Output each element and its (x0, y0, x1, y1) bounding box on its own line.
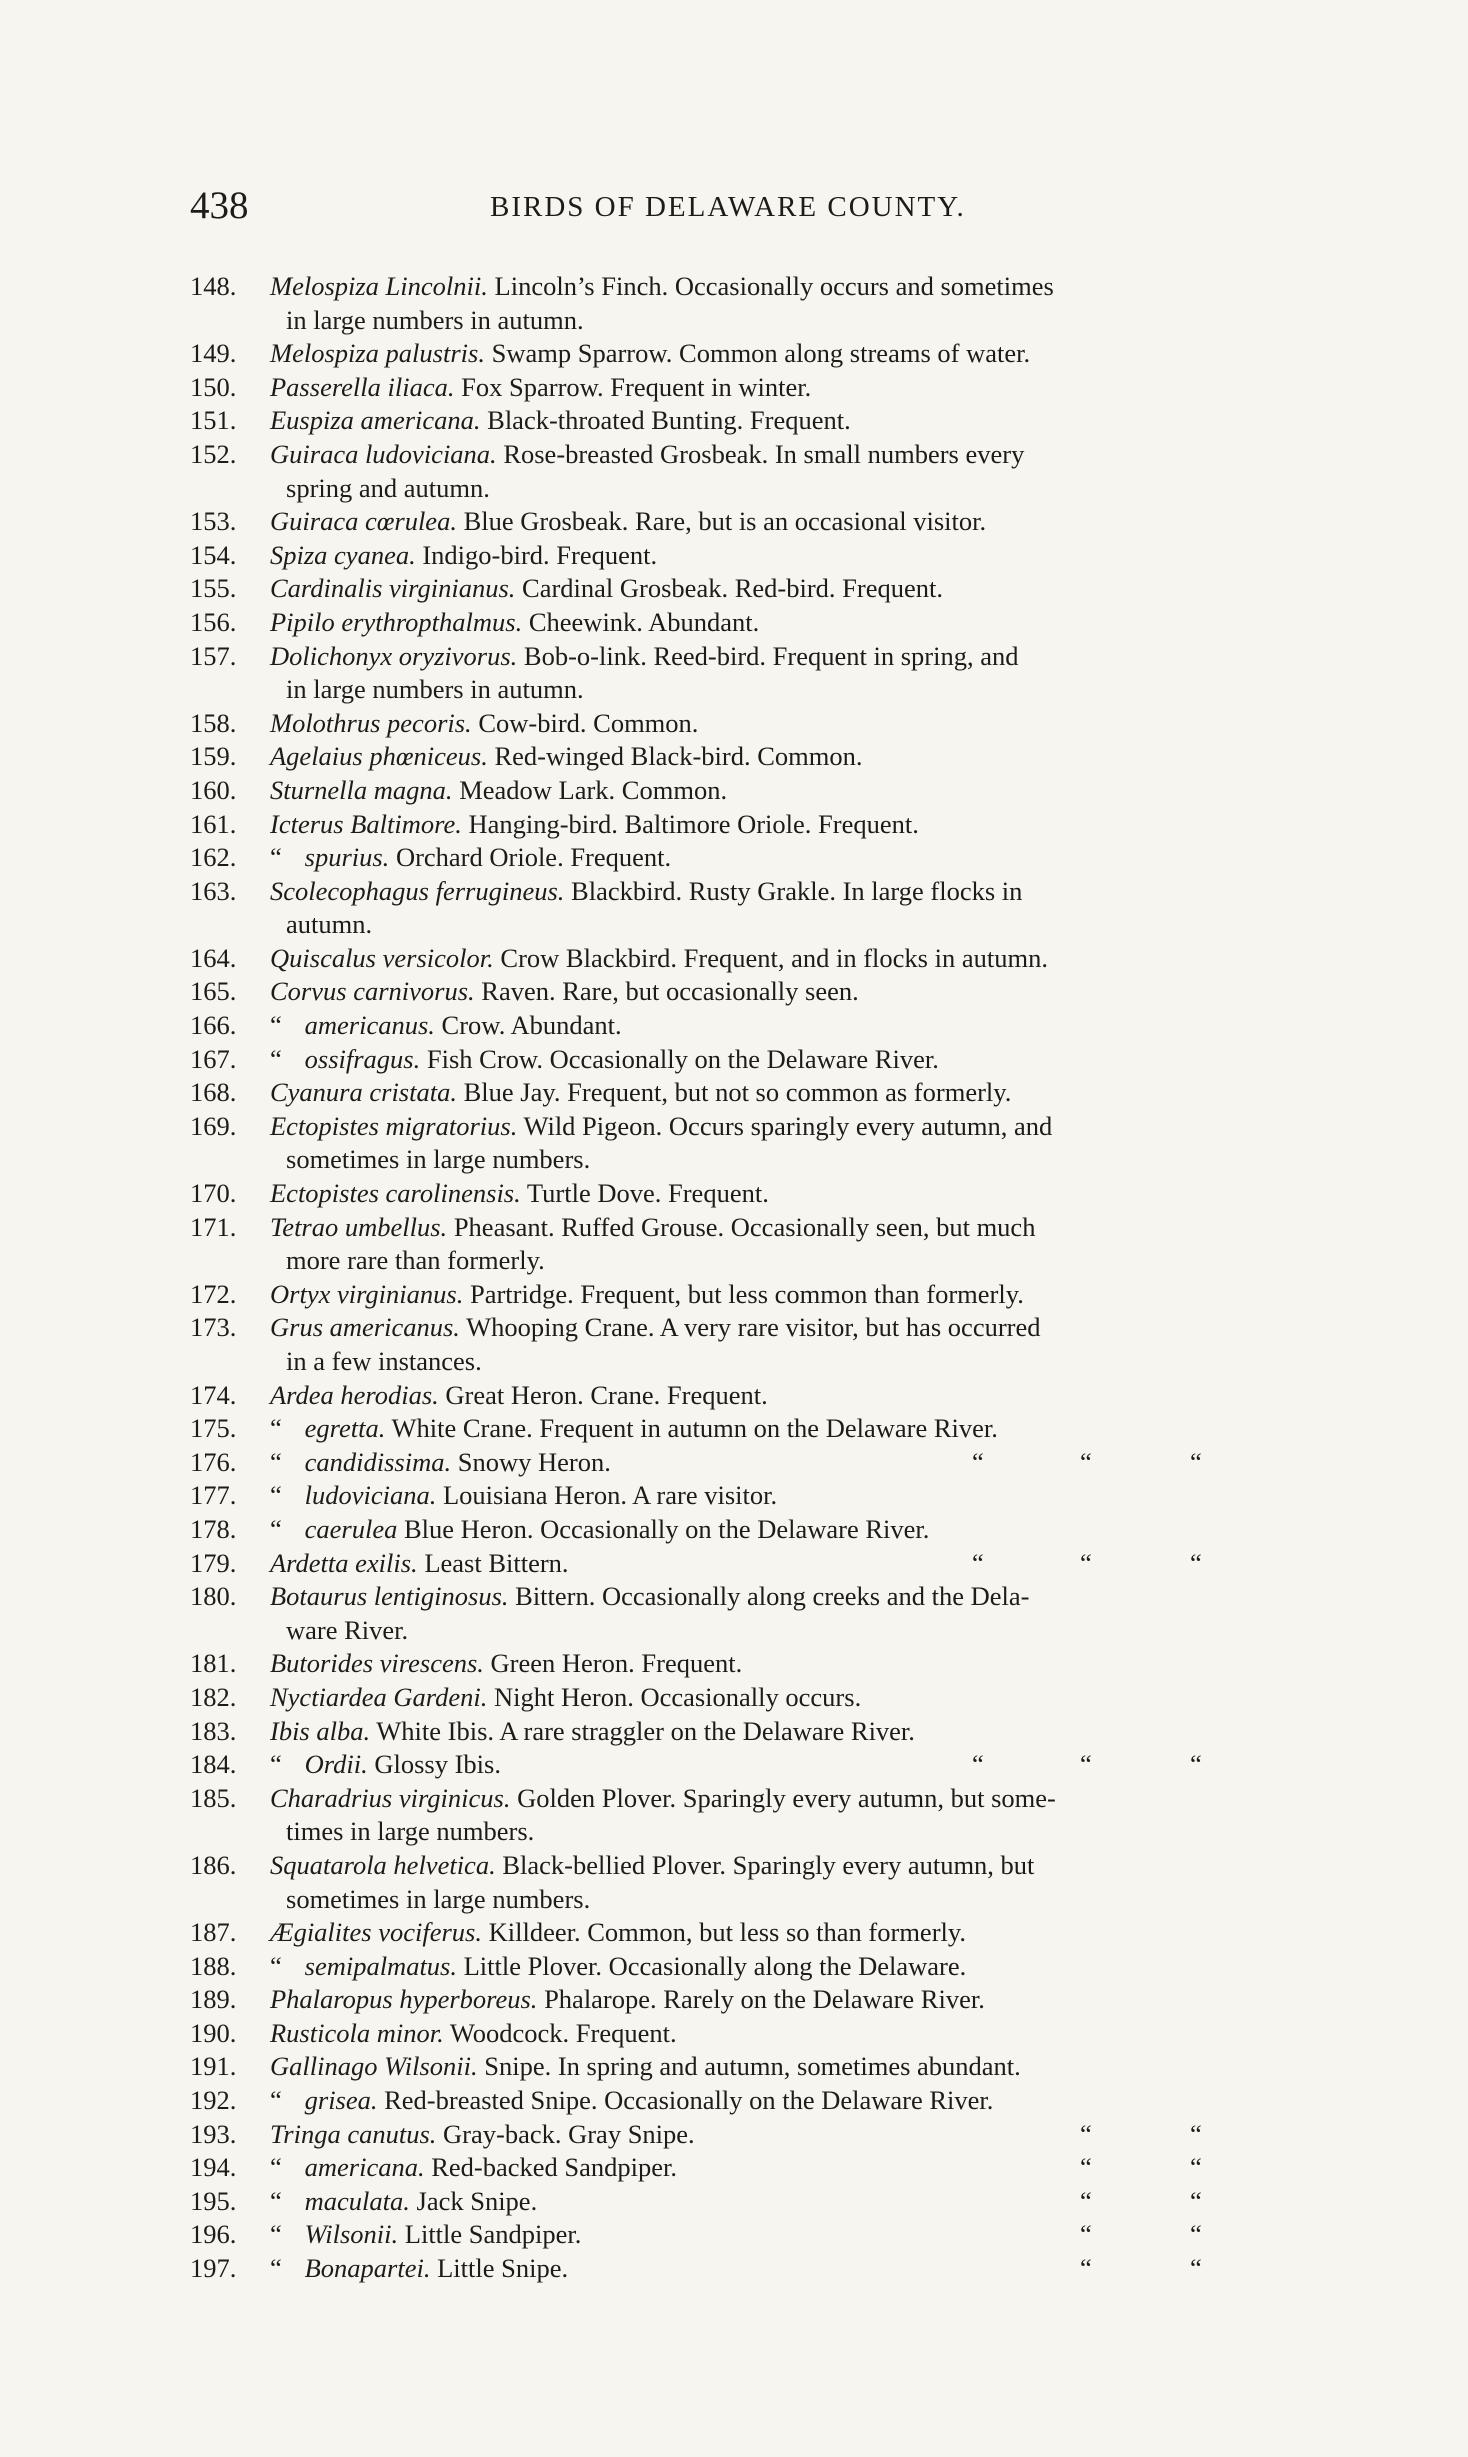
species-entry (190, 1983, 1340, 2017)
species-entry (190, 1379, 1340, 1413)
common-name-and-notes: Glossy Ibis. (374, 1749, 501, 1780)
entry-number: 180. (190, 1581, 237, 1612)
scientific-name: Ibis alba. (270, 1715, 371, 1746)
ditto-column-mark: “ (1190, 2118, 1202, 2149)
entry-number: 196. (190, 2219, 237, 2250)
entry-number: 174. (190, 1379, 237, 1410)
common-name-and-notes: Orchard Oriole. Frequent. (395, 842, 672, 873)
scientific-name: Corvus carnivorus. (270, 976, 475, 1007)
scientific-name: Charadrius virginicus. (270, 1782, 511, 1813)
scientific-name: Molothrus pecoris. (270, 707, 472, 738)
entry-number: 186. (190, 1849, 237, 1880)
scientific-name: Passerella iliaca. (270, 371, 455, 402)
species-entry (190, 438, 1340, 472)
entry-number: 150. (190, 371, 237, 402)
ditto-mark: “ (270, 1749, 282, 1780)
common-name-and-notes: Louisiana Heron. A rare visitor. (443, 1480, 778, 1511)
scientific-name: ossifragus. (304, 1043, 421, 1074)
ditto-column-mark: “ (1190, 1547, 1202, 1578)
scientific-name: Dolichonyx oryzivorus. (270, 640, 518, 671)
scientific-name: egretta. (304, 1413, 386, 1444)
common-name-and-notes: Black-throated Bunting. Frequent. (487, 405, 851, 436)
entry-number: 166. (190, 1010, 237, 1041)
entry-number: 171. (190, 1211, 237, 1242)
common-name-and-notes: Night Heron. Occasionally occurs. (493, 1681, 862, 1712)
scientific-name: Melospiza Lincolnii. (270, 271, 488, 301)
species-entry (190, 1580, 1340, 1614)
scientific-name: Quiscalus versicolor. (270, 942, 494, 973)
entry-continuation: times in large numbers. (286, 1816, 535, 1847)
entry-number: 191. (190, 2051, 237, 2082)
common-name-and-notes: Phalarope. Rarely on the Delaware River. (544, 1984, 985, 2015)
entry-number: 155. (190, 573, 237, 604)
common-name-and-notes: Little Snipe. (437, 2253, 569, 2284)
ditto-column-mark: “ (972, 1547, 984, 1578)
ditto-column-mark: “ (1190, 1749, 1202, 1780)
species-entry (190, 1849, 1340, 1883)
entry-number: 194. (190, 2152, 237, 2183)
ditto-mark: “ (270, 2219, 282, 2250)
species-entry (190, 1043, 1340, 1077)
species-entry (190, 1647, 1340, 1681)
ditto-mark: “ (270, 1413, 282, 1444)
species-entry (190, 774, 1340, 808)
running-title: BIRDS OF DELAWARE COUNTY. (490, 191, 966, 223)
entry-number: 167. (190, 1043, 237, 1074)
scientific-name: Ectopistes carolinensis. (270, 1178, 521, 1209)
ditto-mark: “ (270, 2253, 282, 2284)
scientific-name: americanus. (304, 1010, 435, 1041)
species-entry (190, 975, 1340, 1009)
entry-continuation: autumn. (286, 909, 373, 940)
entry-number: 160. (190, 774, 237, 805)
scientific-name: candidissima. (304, 1446, 452, 1477)
entry-number: 184. (190, 1749, 237, 1780)
common-name-and-notes: White Crane. Frequent in autumn on the Delaware River. (391, 1413, 998, 1444)
entry-number: 168. (190, 1077, 237, 1108)
common-name-and-notes: Cow-bird. Common. (478, 707, 699, 738)
species-entry (190, 1177, 1340, 1211)
scientific-name: Gallinago Wilsonii. (270, 2051, 478, 2082)
scientific-name: Ectopistes migratorius. (270, 1110, 518, 1141)
scientific-name: Bonapartei. (304, 2253, 431, 2284)
scientific-name: Ortyx virginianus. (270, 1278, 464, 1309)
scientific-name: Euspiza americana. (270, 405, 481, 436)
common-name-and-notes: Great Heron. Crane. Frequent. (445, 1379, 768, 1410)
ditto-column-mark: “ (1190, 2219, 1202, 2250)
common-name-and-notes: Blackbird. Rusty Grakle. In large flocks in (571, 875, 1023, 906)
species-entry (190, 2218, 1340, 2252)
scientific-name: Grus americanus. (270, 1312, 460, 1343)
entry-number: 161. (190, 808, 237, 839)
entry-continuation: in large numbers in autumn. (286, 304, 584, 335)
scientific-name: Nyctiardea Gardeni. (270, 1681, 488, 1712)
scientific-name: Guiraca cœrulea. (270, 506, 457, 537)
species-entry (190, 942, 1340, 976)
scientific-name: Tetrao umbellus. (270, 1211, 448, 1242)
entry-continuation: more rare than formerly. (286, 1245, 545, 1276)
common-name-and-notes: Raven. Rare, but occasionally seen. (481, 976, 859, 1007)
ditto-mark: “ (270, 1950, 282, 1981)
entry-number: 190. (190, 2017, 237, 2048)
common-name-and-notes: Hanging-bird. Baltimore Oriole. Frequent. (468, 808, 919, 839)
entry-number: 164. (190, 942, 237, 973)
common-name-and-notes: Crow Blackbird. Frequent, and in flocks in autumn. (500, 942, 1048, 973)
ditto-column-mark: “ (972, 1446, 984, 1477)
common-name-and-notes: Golden Plover. Sparingly every autumn, but some- (517, 1782, 1056, 1813)
ditto-column-mark: “ (1080, 2152, 1092, 2183)
species-entry (190, 1748, 1340, 1782)
species-entry (190, 1681, 1340, 1715)
entry-number: 188. (190, 1950, 237, 1981)
scientific-name: maculata. (304, 2185, 410, 2216)
entry-number: 163. (190, 875, 237, 906)
scientific-name: Agelaius phœniceus. (270, 741, 488, 772)
scientific-name: semipalmatus. (304, 1950, 457, 1981)
common-name-and-notes: Cheewink. Abundant. (528, 606, 760, 637)
scientific-name: Cardinalis virginianus. (270, 573, 516, 604)
ditto-column-mark: “ (1190, 2152, 1202, 2183)
entry-number: 158. (190, 707, 237, 738)
common-name-and-notes: Fox Sparrow. Frequent in winter. (461, 371, 812, 402)
common-name-and-notes: Crow. Abundant. (441, 1010, 622, 1041)
species-entry (190, 2118, 1340, 2152)
common-name-and-notes: Little Sandpiper. (404, 2219, 582, 2250)
entry-number: 152. (190, 438, 237, 469)
common-name-and-notes: Snipe. In spring and autumn, sometimes abundant. (484, 2051, 1021, 2082)
species-entry (190, 740, 1340, 774)
entry-number: 181. (190, 1648, 237, 1679)
species-entry (190, 875, 1340, 909)
entry-number: 169. (190, 1110, 237, 1141)
scientific-name: Scolecophagus ferrugineus. (270, 875, 565, 906)
scientific-name: Sturnella magna. (270, 774, 453, 805)
species-entry (190, 2151, 1340, 2185)
common-name-and-notes: Blue Jay. Frequent, but not so common as formerly. (463, 1077, 1012, 1108)
scientific-name: spurius. (304, 842, 390, 873)
scientific-name: Melospiza palustris. (270, 338, 485, 369)
species-entry (190, 337, 1340, 371)
entry-number: 183. (190, 1715, 237, 1746)
entry-number: 187. (190, 1917, 237, 1948)
species-entry (190, 1211, 1340, 1245)
common-name-and-notes: Meadow Lark. Common. (459, 774, 728, 805)
entry-number: 179. (190, 1547, 237, 1578)
ditto-column-mark: “ (1190, 1446, 1202, 1477)
species-entry (190, 707, 1340, 741)
entry-number: 172. (190, 1278, 237, 1309)
entry-continuation: sometimes in large numbers. (286, 1144, 591, 1175)
species-entry (190, 1446, 1340, 1480)
species-entry (190, 1916, 1340, 1950)
scientific-name: Tringa canutus. (270, 2118, 437, 2149)
entry-number: 173. (190, 1312, 237, 1343)
scientific-name: Pipilo erythropthalmus. (270, 606, 523, 637)
entry-continuation: spring and autumn. (286, 472, 490, 503)
ditto-column-mark: “ (1080, 1749, 1092, 1780)
species-entry (190, 1513, 1340, 1547)
species-entry (190, 2185, 1340, 2219)
ditto-mark: “ (270, 1010, 282, 1041)
scientific-name: americana. (304, 2152, 425, 2183)
ditto-column-mark: “ (1080, 1446, 1092, 1477)
common-name-and-notes: Fish Crow. Occasionally on the Delaware River. (426, 1043, 939, 1074)
entry-number: 159. (190, 741, 237, 772)
species-entry (190, 1311, 1340, 1345)
species-entry (190, 1479, 1340, 1513)
common-name-and-notes: Wild Pigeon. Occurs sparingly every autumn, and (523, 1110, 1053, 1141)
species-entry (190, 2050, 1340, 2084)
scientific-name: Spiza cyanea. (270, 539, 416, 570)
entry-number: 153. (190, 506, 237, 537)
species-entry (190, 1009, 1340, 1043)
species-entry (190, 505, 1340, 539)
ditto-mark: “ (270, 2185, 282, 2216)
scientific-name: grisea. (304, 2085, 378, 2116)
species-entry (190, 2017, 1340, 2051)
entry-number: 182. (190, 1681, 237, 1712)
scientific-name: Guiraca ludoviciana. (270, 438, 497, 469)
entry-number: 151. (190, 405, 237, 436)
entry-number: 192. (190, 2085, 237, 2116)
ditto-column-mark: “ (1080, 2253, 1092, 2284)
species-list (190, 270, 1340, 2286)
species-entry (190, 808, 1340, 842)
ditto-column-mark: “ (1190, 2253, 1202, 2284)
ditto-column-mark: “ (1080, 1547, 1092, 1578)
scientific-name: Wilsonii. (304, 2219, 399, 2250)
scientific-name: Ardea herodias. (270, 1379, 439, 1410)
common-name-and-notes: Turtle Dove. Frequent. (526, 1178, 769, 1209)
common-name-and-notes: Red-breasted Snipe. Occasionally on the Delaware River. (384, 2085, 994, 2116)
ditto-mark: “ (270, 1446, 282, 1477)
scientific-name: ludoviciana. (304, 1480, 437, 1511)
common-name-and-notes: Rose-breasted Grosbeak. In small numbers every (503, 438, 1025, 469)
entry-number: 195. (190, 2185, 237, 2216)
ditto-column-mark: “ (1080, 2219, 1092, 2250)
entry-number: 148. (190, 271, 237, 301)
entry-number: 149. (190, 338, 237, 369)
scientific-name: Cyanura cristata. (270, 1077, 457, 1108)
entry-number: 178. (190, 1513, 237, 1544)
entry-number: 185. (190, 1782, 237, 1813)
entry-number: 162. (190, 842, 237, 873)
species-entry (190, 270, 1340, 304)
entry-number: 177. (190, 1480, 237, 1511)
common-name-and-notes: Black-bellied Plover. Sparingly every autumn, but (502, 1849, 1035, 1880)
species-entry (190, 371, 1340, 405)
common-name-and-notes: Lincoln’s Finch. Occasionally occurs and sometimes (494, 271, 1054, 301)
entry-number: 170. (190, 1178, 237, 1209)
scientific-name: caerulea (304, 1513, 398, 1544)
scientific-name: Rusticola minor. (270, 2017, 444, 2048)
species-entry (190, 1950, 1340, 1984)
species-entry (190, 1412, 1340, 1446)
ditto-column-mark: “ (972, 1749, 984, 1780)
species-entry (190, 1547, 1340, 1581)
common-name-and-notes: Indigo-bird. Frequent. (422, 539, 658, 570)
species-entry (190, 2252, 1340, 2286)
common-name-and-notes: Bittern. Occasionally along creeks and the Dela- (515, 1581, 1030, 1612)
entry-number: 189. (190, 1984, 237, 2015)
common-name-and-notes: Gray-back. Gray Snipe. (443, 2118, 695, 2149)
common-name-and-notes: Jack Snipe. (416, 2185, 538, 2216)
ditto-mark: “ (270, 1480, 282, 1511)
common-name-and-notes: Bob-o-link. Reed-bird. Frequent in spring, and (523, 640, 1019, 671)
species-entry (190, 1782, 1340, 1816)
species-entry (190, 2084, 1340, 2118)
species-entry (190, 1076, 1340, 1110)
common-name-and-notes: Cardinal Grosbeak. Red-bird. Frequent. (522, 573, 943, 604)
species-entry (190, 1278, 1340, 1312)
entry-number: 193. (190, 2118, 237, 2149)
ditto-mark: “ (270, 842, 282, 873)
species-entry (190, 404, 1340, 438)
scientific-name: Icterus Baltimore. (270, 808, 462, 839)
entry-number: 176. (190, 1446, 237, 1477)
common-name-and-notes: Snowy Heron. (457, 1446, 611, 1477)
scientific-name: Botaurus lentiginosus. (270, 1581, 509, 1612)
entry-continuation: sometimes in large numbers. (286, 1883, 591, 1914)
common-name-and-notes: Swamp Sparrow. Common along streams of water. (491, 338, 1031, 369)
entry-number: 157. (190, 640, 237, 671)
common-name-and-notes: Killdeer. Common, but less so than formerly. (488, 1917, 967, 1948)
page-header (190, 183, 1340, 233)
common-name-and-notes: Woodcock. Frequent. (449, 2017, 677, 2048)
common-name-and-notes: Whooping Crane. A very rare visitor, but has occurred (466, 1312, 1041, 1343)
ditto-mark: “ (270, 2152, 282, 2183)
scientific-name: Ægialites vociferus. (270, 1917, 482, 1948)
common-name-and-notes: Red-winged Black-bird. Common. (494, 741, 863, 772)
page-number: 438 (190, 184, 249, 227)
common-name-and-notes: Blue Heron. Occasionally on the Delaware River. (403, 1513, 930, 1544)
scientific-name: Butorides virescens. (270, 1648, 484, 1679)
species-entry (190, 572, 1340, 606)
common-name-and-notes: Partridge. Frequent, but less common than formerly. (469, 1278, 1024, 1309)
scientific-name: Ardetta exilis. (270, 1547, 418, 1578)
common-name-and-notes: White Ibis. A rare straggler on the Delaware River. (376, 1715, 915, 1746)
ditto-mark: “ (270, 1513, 282, 1544)
ditto-column-mark: “ (1190, 2185, 1202, 2216)
species-entry (190, 1110, 1340, 1144)
scientific-name: Ordii. (304, 1749, 368, 1780)
species-entry (190, 1715, 1340, 1749)
entry-number: 156. (190, 606, 237, 637)
entry-number: 197. (190, 2253, 237, 2284)
species-entry (190, 606, 1340, 640)
common-name-and-notes: Little Plover. Occasionally along the Delaware. (463, 1950, 967, 1981)
scientific-name: Phalaropus hyperboreus. (270, 1984, 538, 2015)
entry-number: 175. (190, 1413, 237, 1444)
common-name-and-notes: Blue Grosbeak. Rare, but is an occasional visitor. (463, 506, 987, 537)
entry-number: 154. (190, 539, 237, 570)
entry-number: 165. (190, 976, 237, 1007)
scientific-name: Squatarola helvetica. (270, 1849, 496, 1880)
entry-continuation: in large numbers in autumn. (286, 674, 584, 705)
ditto-mark: “ (270, 2085, 282, 2116)
ditto-column-mark: “ (1080, 2185, 1092, 2216)
entry-continuation: in a few instances. (286, 1346, 482, 1376)
species-entry (190, 841, 1340, 875)
ditto-column-mark: “ (1080, 2118, 1092, 2149)
common-name-and-notes: Green Heron. Frequent. (490, 1648, 743, 1679)
entry-continuation: ware River. (286, 1614, 409, 1645)
species-entry (190, 539, 1340, 573)
common-name-and-notes: Pheasant. Ruffed Grouse. Occasionally seen, but much (453, 1211, 1036, 1242)
ditto-mark: “ (270, 1043, 282, 1074)
common-name-and-notes: Red-backed Sandpiper. (431, 2152, 678, 2183)
species-entry (190, 640, 1340, 674)
common-name-and-notes: Least Bittern. (424, 1547, 569, 1578)
